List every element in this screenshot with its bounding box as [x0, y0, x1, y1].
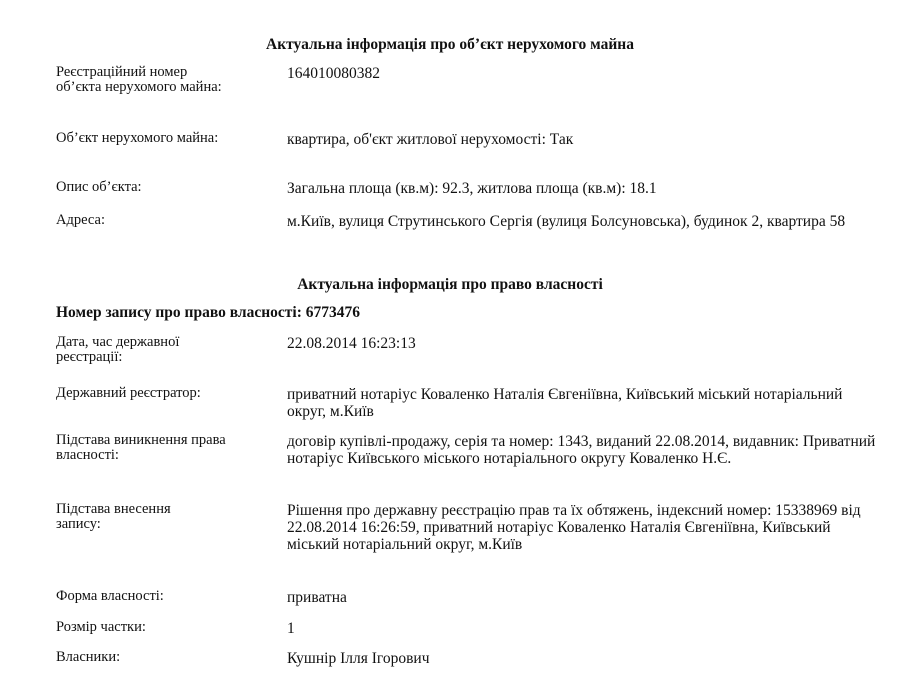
address-value: м.Київ, вулиця Струтинського Сергія (вулиця Болсуновська), будинок 2, квартира 58: [287, 213, 846, 230]
registration-number-label: Реєстраційний номер об’єкта нерухомого майна:: [56, 64, 222, 95]
owners-value: Кушнір Ілля Ігорович: [287, 650, 430, 667]
object-description-value: Загальна площа (кв.м): 92.3, житлова площа (кв.м): 18.1: [287, 180, 657, 197]
registration-number-value: 164010080382: [287, 65, 380, 82]
ownership-record-heading: Номер запису про право власності: 6773476: [56, 304, 361, 321]
entry-basis-value: Рішення про державну реєстрацію прав та їх обтяжень, індексний номер: 15338969 від 22.08.2014 16:26:59, приватний нотаріус Коваленко Наталія Євгеніївна, Київський міський нотаріальний округ, м.Київ: [287, 502, 861, 553]
ownership-form-value: приватна: [287, 589, 347, 606]
registration-datetime-label: Дата, час державної реєстрації:: [56, 334, 180, 365]
state-registrar-value: приватний нотаріус Коваленко Наталія Євгеніївна, Київський міський нотаріальний округ, м.Київ: [287, 386, 843, 420]
share-size-value: 1: [287, 620, 295, 637]
ownership-basis-label: Підстава виникнення права власності:: [56, 432, 226, 463]
address-label: Адреса:: [56, 212, 105, 228]
property-object-value: квартира, об'єкт житлової нерухомості: Так: [287, 131, 574, 148]
registration-datetime-value: 22.08.2014 16:23:13: [287, 335, 416, 352]
entry-basis-label: Підстава внесення запису:: [56, 501, 171, 532]
ownership-section-title: Актуальна інформація про право власності: [297, 276, 603, 293]
property-section-title: Актуальна інформація про об’єкт нерухомого майна: [266, 36, 634, 53]
ownership-form-label: Форма власності:: [56, 588, 164, 604]
object-description-label: Опис об’єкта:: [56, 179, 142, 195]
share-size-label: Розмір частки:: [56, 619, 146, 635]
ownership-basis-value: договір купівлі-продажу, серія та номер: 1343, виданий 22.08.2014, видавник: Приватний нотаріус Київського міського нотаріального округу Коваленко Н.Є.: [287, 433, 876, 467]
owners-label: Власники:: [56, 649, 121, 665]
property-object-label: Об’єкт нерухомого майна:: [56, 130, 219, 146]
state-registrar-label: Державний реєстратор:: [56, 385, 201, 401]
